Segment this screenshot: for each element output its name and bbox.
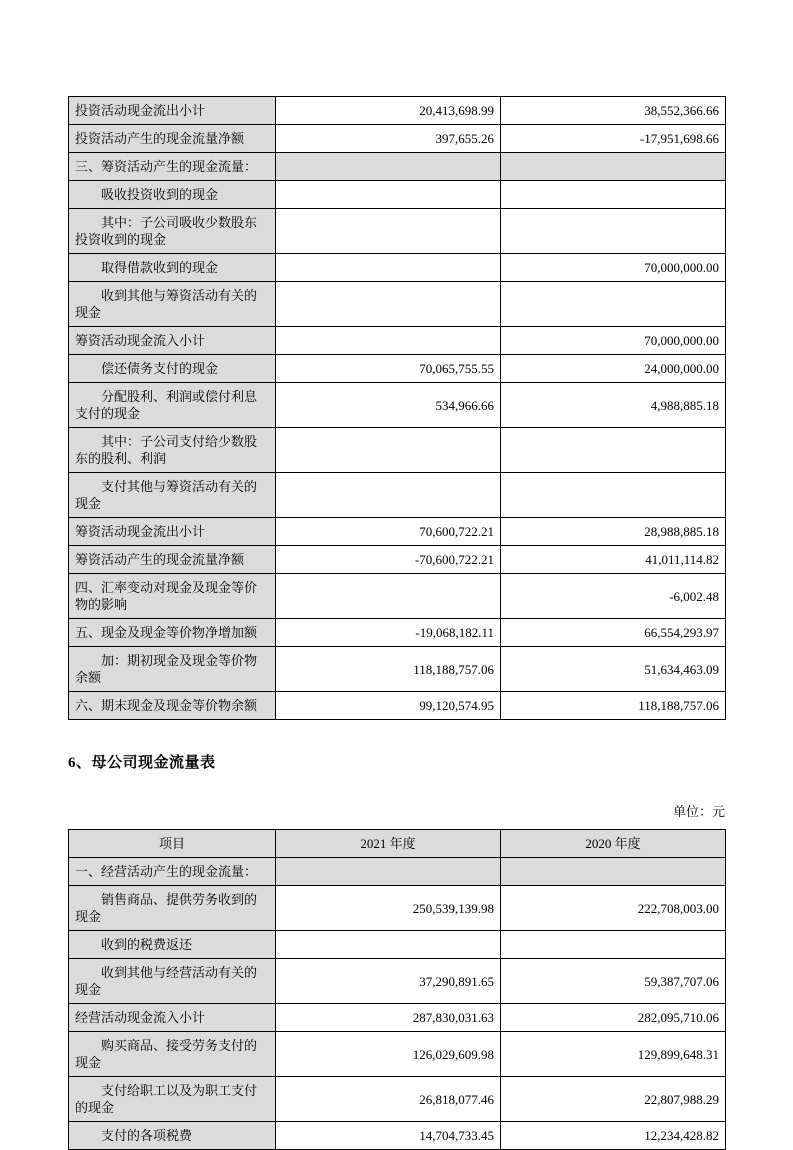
table-row [69, 574, 726, 619]
value-2021 [276, 153, 501, 181]
value-2021 [276, 574, 501, 619]
row-label: 吸收投资收到的现金 [69, 181, 276, 209]
table-row [69, 886, 726, 931]
value-2020 [501, 931, 726, 959]
value-2020 [501, 473, 726, 518]
value-2020: 28,988,885.18 [501, 518, 726, 546]
row-label: 偿还债务支付的现金 [69, 355, 276, 383]
value-2020: 118,188,757.06 [501, 692, 726, 720]
value-2020: 22,807,988.29 [501, 1077, 726, 1122]
row-label: 加：期初现金及现金等价物余额 [69, 647, 276, 692]
consolidated-cash-flow-table [68, 96, 726, 720]
value-2020: 41,011,114.82 [501, 546, 726, 574]
row-label: 销售商品、提供劳务收到的现金 [69, 886, 276, 931]
value-2020: 70,000,000.00 [501, 327, 726, 355]
value-2021 [276, 254, 501, 282]
table-row [69, 959, 726, 1004]
value-2021: 14,704,733.45 [276, 1122, 501, 1150]
row-label: 支付给职工以及为职工支付的现金 [69, 1077, 276, 1122]
unit-label: 单位：元 [672, 804, 725, 819]
value-2021: 126,029,609.98 [276, 1032, 501, 1077]
table-row [69, 1122, 726, 1150]
value-2021 [276, 931, 501, 959]
value-2020: -6,002.48 [501, 574, 726, 619]
table-header-row [69, 830, 726, 858]
value-2020: 70,000,000.00 [501, 254, 726, 282]
value-2020: 282,095,710.06 [501, 1004, 726, 1032]
value-2020: 66,554,293.97 [501, 619, 726, 647]
table-row [69, 97, 726, 125]
row-label: 收到其他与筹资活动有关的现金 [69, 282, 276, 327]
header-item: 项目 [69, 830, 276, 858]
value-2020: 38,552,366.66 [501, 97, 726, 125]
table-row [69, 383, 726, 428]
value-2021: 37,290,891.65 [276, 959, 501, 1004]
table-row [69, 209, 726, 254]
table-row [69, 1077, 726, 1122]
value-2020: 12,234,428.82 [501, 1122, 726, 1150]
value-2020 [501, 858, 726, 886]
row-label: 其中：子公司支付给少数股东的股利、利润 [69, 428, 276, 473]
table-row [69, 518, 726, 546]
table-row [69, 254, 726, 282]
row-label: 收到其他与经营活动有关的现金 [69, 959, 276, 1004]
value-2021 [276, 858, 501, 886]
value-2020 [501, 428, 726, 473]
table-row [69, 931, 726, 959]
value-2021: 287,830,031.63 [276, 1004, 501, 1032]
table-row [69, 1004, 726, 1032]
section-row [69, 153, 726, 181]
row-label: 支付的各项税费 [69, 1122, 276, 1150]
value-2021 [276, 181, 501, 209]
value-2021 [276, 282, 501, 327]
value-2021: 118,188,757.06 [276, 647, 501, 692]
row-label: 投资活动产生的现金流量净额 [69, 125, 276, 153]
table-row [69, 428, 726, 473]
value-2021 [276, 473, 501, 518]
table-row [69, 546, 726, 574]
section-heading: 6、母公司现金流量表 [68, 755, 216, 771]
value-2021: 20,413,698.99 [276, 97, 501, 125]
table-row [69, 1032, 726, 1077]
row-label: 经营活动现金流入小计 [69, 1004, 276, 1032]
row-label: 一、经营活动产生的现金流量： [69, 858, 276, 886]
value-2020 [501, 181, 726, 209]
value-2021: 70,600,722.21 [276, 518, 501, 546]
header-2020: 2020 年度 [501, 830, 726, 858]
parent-company-cash-flow-table [68, 829, 726, 1150]
value-2020 [501, 282, 726, 327]
value-2021: 534,966.66 [276, 383, 501, 428]
row-label: 六、期末现金及现金等价物余额 [69, 692, 276, 720]
row-label: 筹资活动现金流入小计 [69, 327, 276, 355]
value-2021: -70,600,722.21 [276, 546, 501, 574]
row-label: 五、现金及现金等价物净增加额 [69, 619, 276, 647]
value-2021: -19,068,182.11 [276, 619, 501, 647]
value-2020: 24,000,000.00 [501, 355, 726, 383]
row-label: 取得借款收到的现金 [69, 254, 276, 282]
value-2020: 59,387,707.06 [501, 959, 726, 1004]
header-2021: 2021 年度 [276, 830, 501, 858]
table-row [69, 327, 726, 355]
value-2021 [276, 428, 501, 473]
value-2021 [276, 209, 501, 254]
table-row [69, 125, 726, 153]
value-2021: 250,539,139.98 [276, 886, 501, 931]
row-label: 三、筹资活动产生的现金流量： [69, 153, 276, 181]
row-label: 投资活动现金流出小计 [69, 97, 276, 125]
row-label: 筹资活动现金流出小计 [69, 518, 276, 546]
value-2020: 4,988,885.18 [501, 383, 726, 428]
value-2021: 70,065,755.55 [276, 355, 501, 383]
table-row [69, 181, 726, 209]
value-2021: 26,818,077.46 [276, 1077, 501, 1122]
row-label: 分配股利、利润或偿付利息支付的现金 [69, 383, 276, 428]
value-2021: 397,655.26 [276, 125, 501, 153]
value-2021 [276, 327, 501, 355]
table-row [69, 473, 726, 518]
row-label: 其中：子公司吸收少数股东投资收到的现金 [69, 209, 276, 254]
row-label: 收到的税费返还 [69, 931, 276, 959]
value-2020 [501, 209, 726, 254]
table-row [69, 647, 726, 692]
row-label: 四、汇率变动对现金及现金等价物的影响 [69, 574, 276, 619]
table-row [69, 355, 726, 383]
value-2020: 51,634,463.09 [501, 647, 726, 692]
value-2021: 99,120,574.95 [276, 692, 501, 720]
row-label: 支付其他与筹资活动有关的现金 [69, 473, 276, 518]
table-row [69, 619, 726, 647]
table-row [69, 692, 726, 720]
value-2020 [501, 153, 726, 181]
section-row [69, 858, 726, 886]
value-2020: -17,951,698.66 [501, 125, 726, 153]
value-2020: 129,899,648.31 [501, 1032, 726, 1077]
row-label: 筹资活动产生的现金流量净额 [69, 546, 276, 574]
table-row [69, 282, 726, 327]
value-2020: 222,708,003.00 [501, 886, 726, 931]
row-label: 购买商品、接受劳务支付的现金 [69, 1032, 276, 1077]
